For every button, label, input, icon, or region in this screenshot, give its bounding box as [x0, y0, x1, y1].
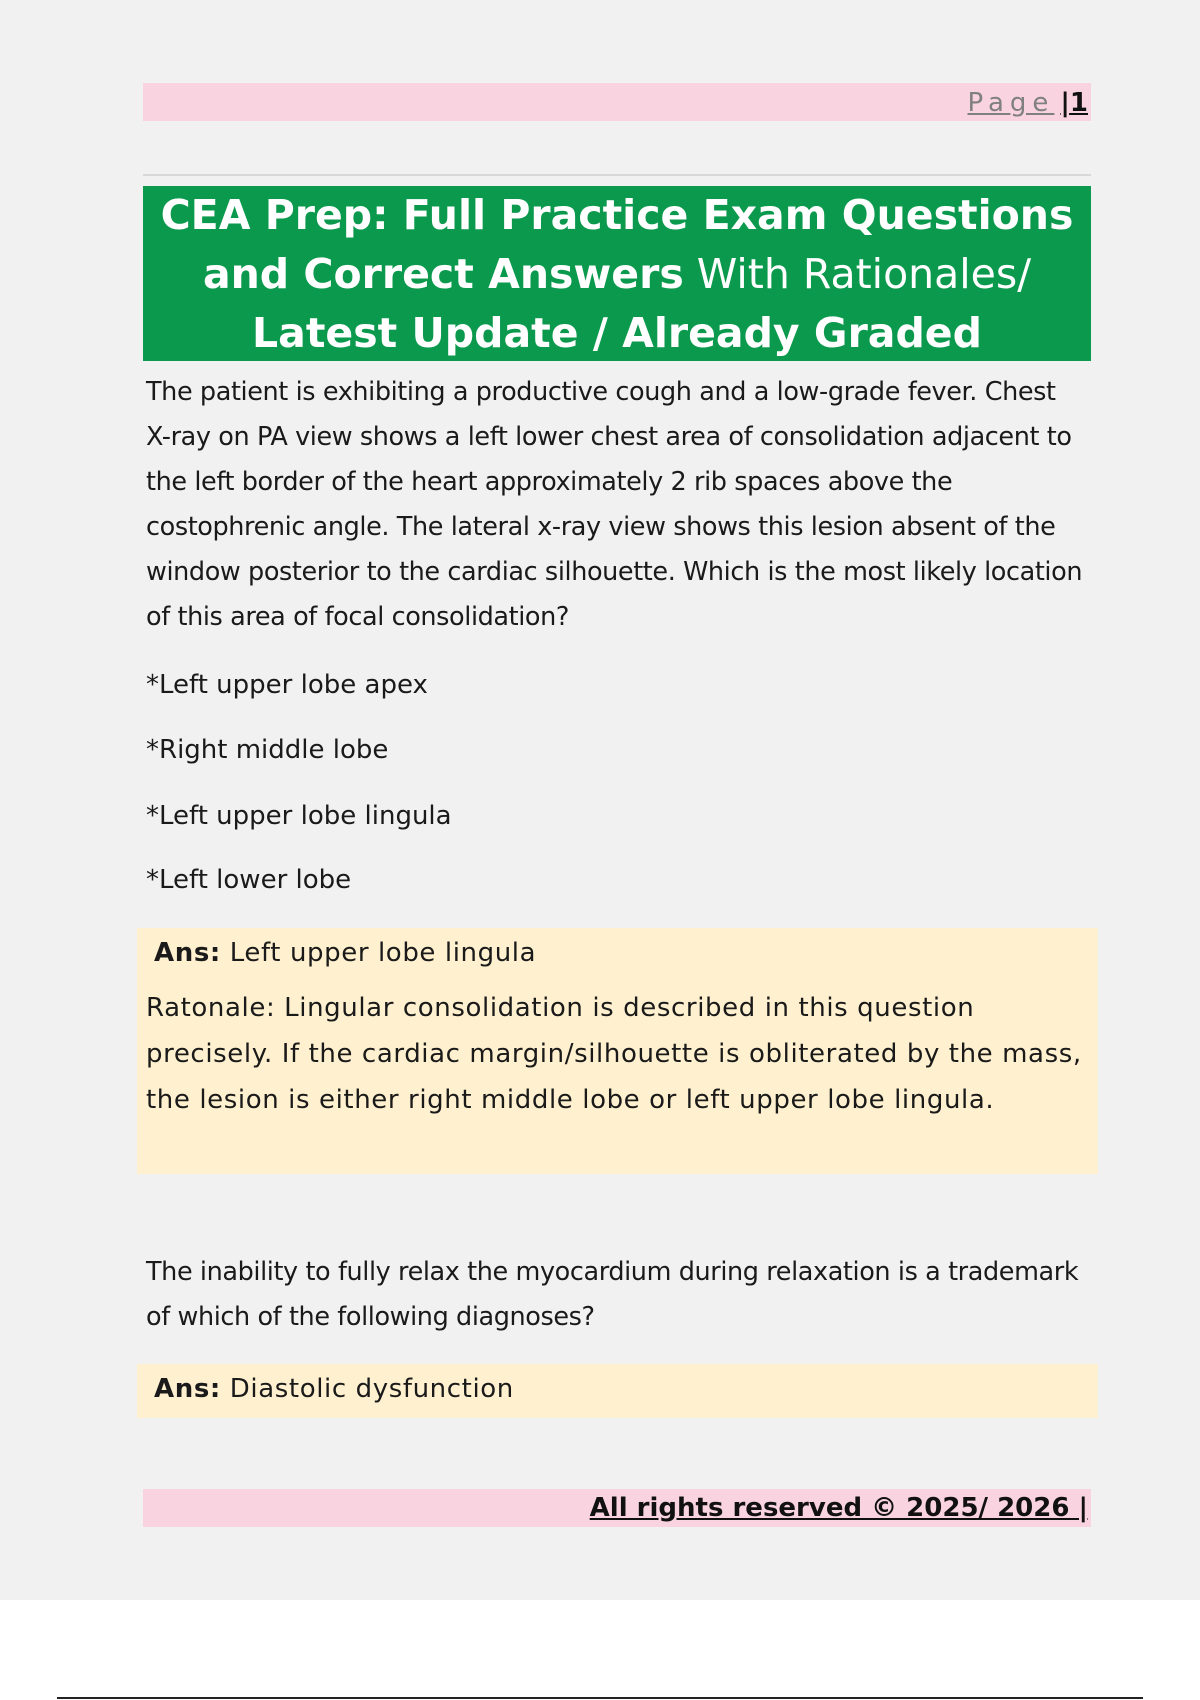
question-1-option-4: *Left lower lobe: [146, 865, 352, 895]
question-1-option-1: *Left upper lobe apex: [146, 670, 428, 700]
header-rule: [143, 174, 1091, 176]
question-2-answer: [154, 1372, 514, 1406]
page-separator: |: [1060, 88, 1070, 118]
question-1-answer: [154, 936, 536, 970]
answer-label: Ans:: [154, 938, 221, 968]
page-number: [1060, 88, 1088, 118]
answer-text: Diastolic dysfunction: [220, 1374, 514, 1404]
bottom-rule: [57, 1697, 1143, 1699]
title-line-2: [143, 245, 1091, 304]
title-line-3: Latest Update / Already Graded: [252, 309, 982, 357]
footer-copyright: All rights reserved © 2025/ 2026 |: [589, 1493, 1088, 1523]
title-line-1: CEA Prep: Full Practice Exam Questions: [160, 191, 1074, 239]
page-word: Page: [967, 88, 1055, 118]
question-1-text: The patient is exhibiting a productive cough and a low-grade fever. Chest X-ray on PA view shows a left lower chest area of consolidation adjacent to the left border of the heart approximately 2 rib spaces above the costophrenic angle. The lateral x-ray view shows this lesion absent of the window posterior to the cardiac silhouette. Which is the most likely location of this area of focal consolidation?: [146, 377, 1083, 632]
page-number-value: 1: [1069, 88, 1088, 118]
document-title: [143, 186, 1091, 361]
question-1-rationale: Ratonale: Lingular consolidation is described in this question precisely. If the cardiac margin/silhouette is obliterated by the mass, the lesion is either right middle lobe or left upper lobe lingula.: [146, 993, 1082, 1115]
answer-text: Left upper lobe lingula: [220, 938, 537, 968]
question-1-option-2: *Right middle lobe: [146, 735, 389, 765]
title-line-2-regular: With Rationales/: [683, 250, 1032, 298]
header-band: [143, 83, 1091, 121]
question-1-option-3: *Left upper lobe lingula: [146, 801, 452, 831]
answer-label: Ans:: [154, 1374, 221, 1404]
title-line-2-bold: and Correct Answers: [202, 250, 684, 298]
page-label: [967, 88, 1088, 118]
question-2-text: The inability to fully relax the myocardium during relaxation is a trademark of which of the following diagnoses?: [146, 1257, 1079, 1332]
